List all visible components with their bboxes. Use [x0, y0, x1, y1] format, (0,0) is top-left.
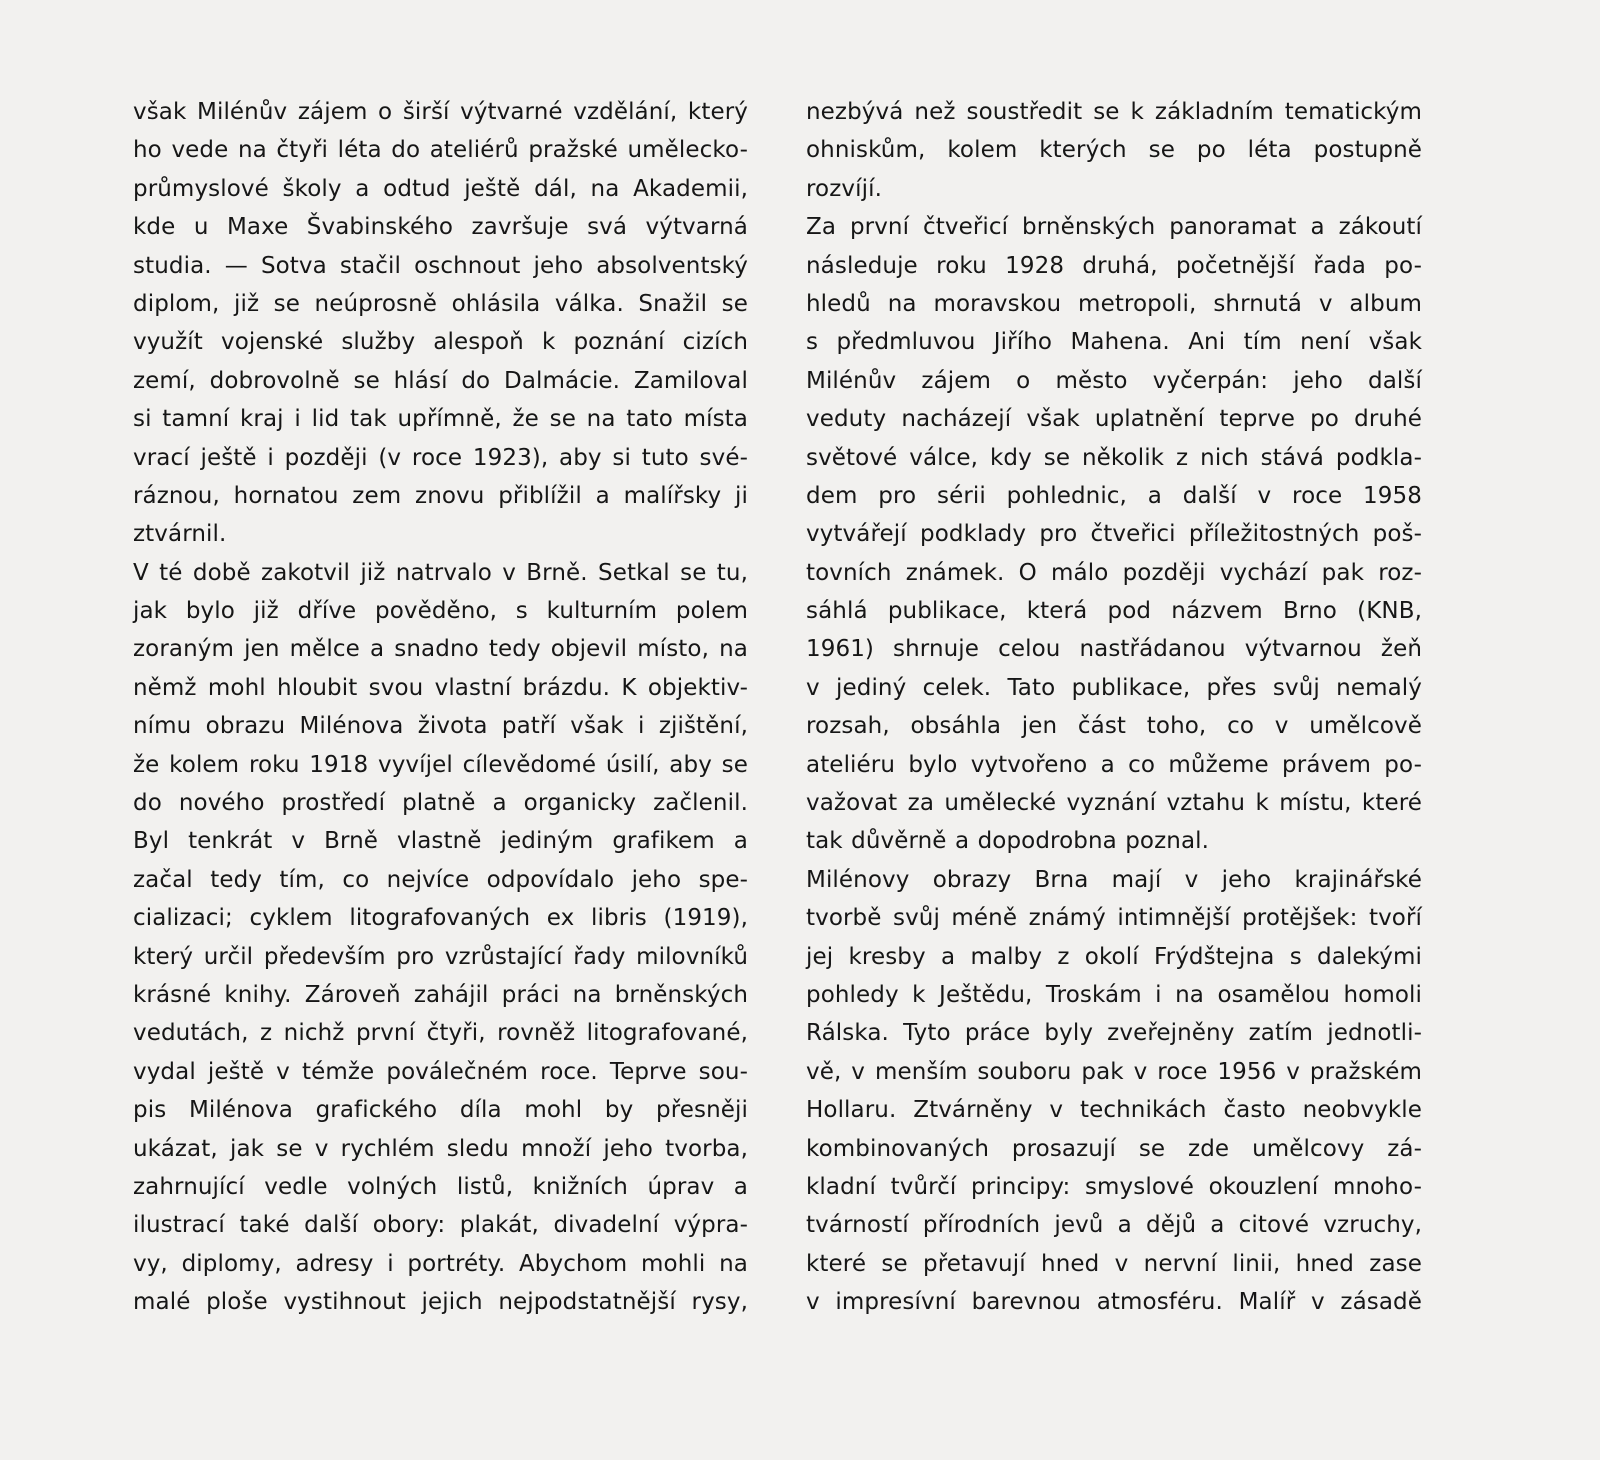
text-line: Milénovy obrazy Brna mají v jeho krajinářské	[806, 866, 1422, 893]
text-line: využít vojenské služby alespoň k poznání cizích	[133, 329, 748, 356]
text-line: si tamní kraj i lid tak upřímně, že se na tato místa	[133, 406, 748, 433]
text-line: malé ploše vystihnout jejich nejpodstatnější rysy,	[133, 1289, 748, 1316]
text-line: začal tedy tím, co nejvíce odpovídalo jeho spe-	[133, 866, 748, 893]
text-line: 1961) shrnuje celou nastřádanou výtvarnou žeň	[806, 636, 1422, 663]
text-line: s předmluvou Jiřího Mahena. Ani tím není však	[806, 329, 1422, 356]
text-line: pis Milénova grafického díla mohl by přesněji	[133, 1097, 748, 1124]
text-line: ilustrací také další obory: plakát, divadelní výpra-	[133, 1212, 748, 1239]
text-line: dem pro sérii pohlednic, a další v roce 1958	[806, 482, 1422, 509]
text-line: vrací ještě i později (v roce 1923), aby si tuto své-	[133, 444, 748, 471]
text-line: nezbývá než soustředit se k základním tematickým	[806, 99, 1422, 125]
text-line: rozsah, obsáhla jen část toho, co v umělcově	[806, 713, 1422, 740]
text-line: ho vede na čtyři léta do ateliérů pražské umělecko-	[133, 137, 748, 164]
text-line: cializaci; cyklem litografovaných ex libris (1919),	[133, 905, 748, 932]
text-line: že kolem roku 1918 vyvíjel cílevědomé úsilí, aby se	[133, 751, 748, 778]
text-line: vy, diplomy, adresy i portréty. Abychom mohli na	[133, 1250, 748, 1277]
text-line: Milénův zájem o město vyčerpán: jeho další	[806, 367, 1422, 394]
text-line: Za první čtveřicí brněnských panoramat a zákoutí	[806, 214, 1422, 241]
text-line: kladní tvůrčí principy: smyslové okouzlení mnoho-	[806, 1173, 1422, 1200]
text-line: tak důvěrně a dopodrobna poznal.	[806, 828, 1210, 855]
right-text-column	[806, 93, 1422, 1322]
text-line: Rálska. Tyto práce byly zveřejněny zatím jednotli-	[806, 1020, 1422, 1047]
text-line: světové válce, kdy se několik z nich stává podkla-	[806, 444, 1422, 471]
text-line: vedutách, z nichž první čtyři, rovněž litografované,	[133, 1020, 748, 1047]
text-line: nímu obrazu Milénova života patří však i zjištění,	[133, 713, 748, 740]
text-line: do nového prostředí platně a organicky začlenil.	[133, 790, 748, 817]
text-line: V té době zakotvil již natrvalo v Brně. Setkal se tu,	[133, 559, 748, 586]
text-line: němž mohl hloubit svou vlastní brázdu. K objektiv-	[133, 674, 748, 701]
text-line: však Milénův zájem o širší výtvarné vzdělání, který	[133, 99, 748, 125]
left-text-column	[133, 93, 748, 1322]
text-line: tovních známek. O málo později vychází pak roz-	[806, 559, 1422, 586]
text-line: kombinovaných prosazují se zde umělcovy zá-	[806, 1135, 1422, 1162]
text-line: vě, v menším souboru pak v roce 1956 v pražském	[806, 1058, 1422, 1085]
text-line: zoraným jen mělce a snadno tedy objevil místo, na	[133, 636, 748, 663]
text-line: rozvíjí.	[806, 175, 882, 202]
text-line: následuje roku 1928 druhá, početnější řada po-	[806, 252, 1422, 279]
text-line: vydal ještě v témže poválečném roce. Teprve sou-	[133, 1058, 748, 1085]
text-line: v jediný celek. Tato publikace, přes svůj nemalý	[806, 674, 1422, 701]
text-line: ztvárnil.	[133, 521, 227, 548]
text-line: kde u Maxe Švabinského završuje svá výtvarná	[133, 214, 748, 241]
text-line: Byl tenkrát v Brně vlastně jediným grafikem a	[133, 828, 748, 855]
text-line: diplom, již se neúprosně ohlásila válka. Snažil se	[133, 290, 748, 317]
text-line: který určil především pro vzrůstající řady milovníků	[133, 943, 748, 970]
text-line: Hollaru. Ztvárněny v technikách často neobvykle	[806, 1097, 1422, 1124]
text-line: studia. — Sotva stačil oschnout jeho absolventský	[133, 252, 748, 279]
text-line: jej kresby a malby z okolí Frýdštejna s dalekými	[806, 943, 1422, 970]
text-line: zahrnující vedle volných listů, knižních úprav a	[133, 1173, 748, 1200]
text-line: ráznou, hornatou zem znovu přiblížil a malířsky ji	[133, 482, 748, 509]
text-line: pohledy k Ještědu, Troskám i na osamělou homoli	[806, 981, 1422, 1008]
text-line: v impresívní barevnou atmosféru. Malíř v zásadě	[806, 1289, 1422, 1316]
text-line: ukázat, jak se v rychlém sledu množí jeho tvorba,	[133, 1135, 748, 1162]
text-line: ohniskům, kolem kterých se po léta postupně	[806, 137, 1422, 164]
text-line: tvorbě svůj méně známý intimnější protějšek: tvoří	[806, 905, 1422, 932]
text-line: ateliéru bylo vytvořeno a co můžeme právem po-	[806, 751, 1422, 778]
text-line: jak bylo již dříve pověděno, s kulturním polem	[133, 598, 748, 625]
text-line: veduty nacházejí však uplatnění teprve po druhé	[806, 406, 1422, 433]
text-line: zemí, dobrovolně se hlásí do Dalmácie. Zamiloval	[133, 367, 748, 394]
text-line: važovat za umělecké vyznání vztahu k místu, které	[806, 790, 1422, 817]
text-line: hledů na moravskou metropoli, shrnutá v album	[806, 290, 1422, 317]
text-line: krásné knihy. Zároveň zahájil práci na brněnských	[133, 981, 748, 1008]
text-line: které se přetavují hned v nervní linii, hned zase	[806, 1250, 1422, 1277]
text-line: sáhlá publikace, která pod názvem Brno (KNB,	[806, 598, 1422, 625]
text-line: tvárností přírodních jevů a dějů a citové vzruchy,	[806, 1212, 1422, 1239]
text-line: průmyslové školy a odtud ještě dál, na Akademii,	[133, 175, 748, 202]
text-line: vytvářejí podklady pro čtveřici příležitostných poš-	[806, 521, 1422, 548]
